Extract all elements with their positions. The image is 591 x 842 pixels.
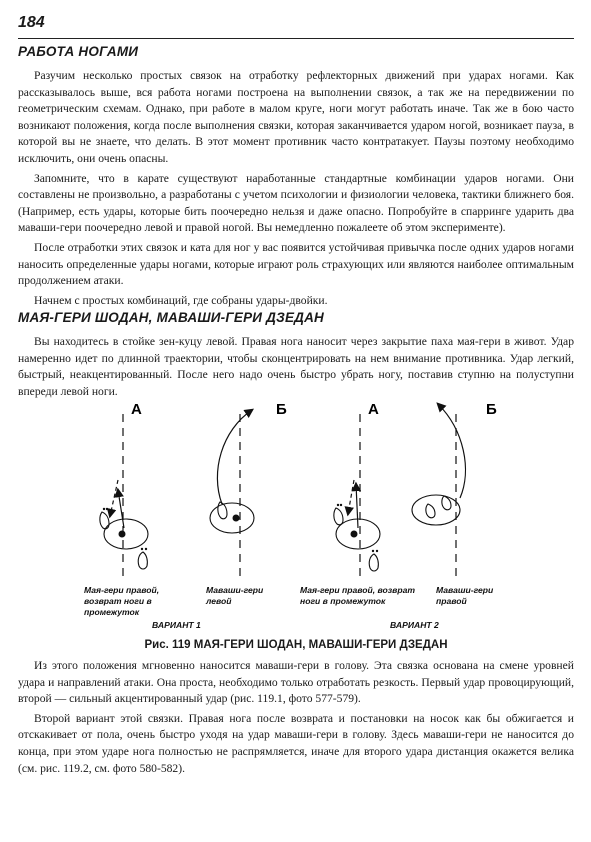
mark-a: А (368, 401, 379, 418)
mark-b: Б (486, 401, 497, 418)
figure-label: правой (436, 596, 467, 606)
page-number: 184 (18, 14, 45, 31)
figure-label: Мая-гери правой, возврат (300, 585, 416, 595)
variant-label: ВАРИАНТ 1 (152, 620, 201, 630)
paragraph: Из этого положения мгновенно наносится маваши-гери в голову. Эта связка основана на смене уровней удара и направлений атаки. Она проста, необходимо только отработать резкость. Первый удар провоцирующий, второй — сильный акцентированный удар (рис. 119.1, фото 577-579). (18, 659, 574, 706)
diagram-v1-panel-a (100, 401, 148, 582)
paragraph: Начнем с простых комбинаций, где собраны удары-двойки. (34, 293, 328, 307)
footprint-icon (369, 550, 378, 571)
figure-label: промежуток (84, 607, 140, 617)
header-rule (18, 38, 574, 39)
figure-label: Мая-гери правой, (84, 585, 160, 595)
figure-label: левой (206, 596, 232, 606)
paragraph: Второй вариант этой связки. Правая нога после возврата и постановки на носок как бы обжигается и отскакивает от пола, очень быстро уходя на удар маваши-гери в голову. Здесь маваши-гери не наносится до конца, при этом ударе нога полностью не распрямляется, иначе для второго удара дистанция окажется велика (см. рис. 119.2, см. фото 580-582). (18, 711, 574, 775)
footprint-icon (426, 504, 435, 518)
section3-body (18, 658, 574, 780)
paragraph: После отработки этих связок и ката для ног у вас появится устойчивая привычка после одних ударов ногами наносить определенные удары ногами, которые играют роль страхующих или являются наиболее оптимальным продолжением атаки. (18, 240, 574, 288)
figure-label: возврат ноги в (84, 596, 152, 606)
variant-label: ВАРИАНТ 2 (390, 620, 439, 630)
footprint-icon (138, 548, 147, 569)
figure-label: ноги в промежуток (300, 596, 386, 606)
paragraph: Запомните, что в карате существуют наработанные стандартные комбинации ударов ногами. Они составлены не произвольно, а разработаны с учетом психологии и физиологии человека, тактики ближнего боя. (Например, есть удары, которые бить поочередно нельзя и даже опасно. Попробуйте в спарринге ударить два маваши-гери поочередно левой и правой ногой. Вы немедленно пожалеете об этом эксперименте). (18, 171, 574, 235)
figure-caption: Рис. 119 МАЯ-ГЕРИ ШОДАН, МАВАШИ-ГЕРИ ДЗЕДАН (144, 639, 448, 651)
section-title-footwork: РАБОТА НОГАМИ (18, 44, 139, 59)
section-title-combination: МАЯ-ГЕРИ ШОДАН, МАВАШИ-ГЕРИ ДЗЕДАН (18, 310, 325, 325)
diagram-v2-panel-a (334, 401, 380, 582)
figure-label: Маваши-гери (436, 585, 494, 595)
figure-label: Маваши-гери (206, 585, 264, 595)
diagram-v1-panel-b (210, 401, 287, 582)
mark-b: Б (276, 401, 287, 418)
section1-body (18, 68, 574, 312)
footprint-icon (334, 504, 343, 525)
mark-a: А (131, 401, 142, 418)
figure-119-diagram (60, 392, 540, 634)
paragraph: Разучим несколько простых связок на отработку рефлекторных движений при ударах ногами. Как рассказывалось выше, вся работа ногами построена на выполнении связок, а так же на передвижении по геометрическим схемам. Однако, при работе в малом круге, ноги могут работать иначе. Так же в бою часто возникают положения, когда после выполнения связки, которая заканчивается ударом ногой, возникает пауза, в которой вы не знаете, что делать. В этот момент противник часто контратакует. Паузы поэтому необходимо исключить, они очень опасны. (18, 69, 574, 165)
paragraph: Вы находитесь в стойке зен-куцу левой. Правая нога наносит через закрытие паха мая-гери в живот. Удар намеренно идет по длинной траектории, чтобы сконцентрировать на нем внимание противника. Удар легкий, быстрый, неакцентированный. После него надо очень быстро убрать ногу, поставив ступню на полуступни впереди левой ноги. (18, 335, 574, 398)
diagram-v2-panel-b (412, 401, 497, 582)
